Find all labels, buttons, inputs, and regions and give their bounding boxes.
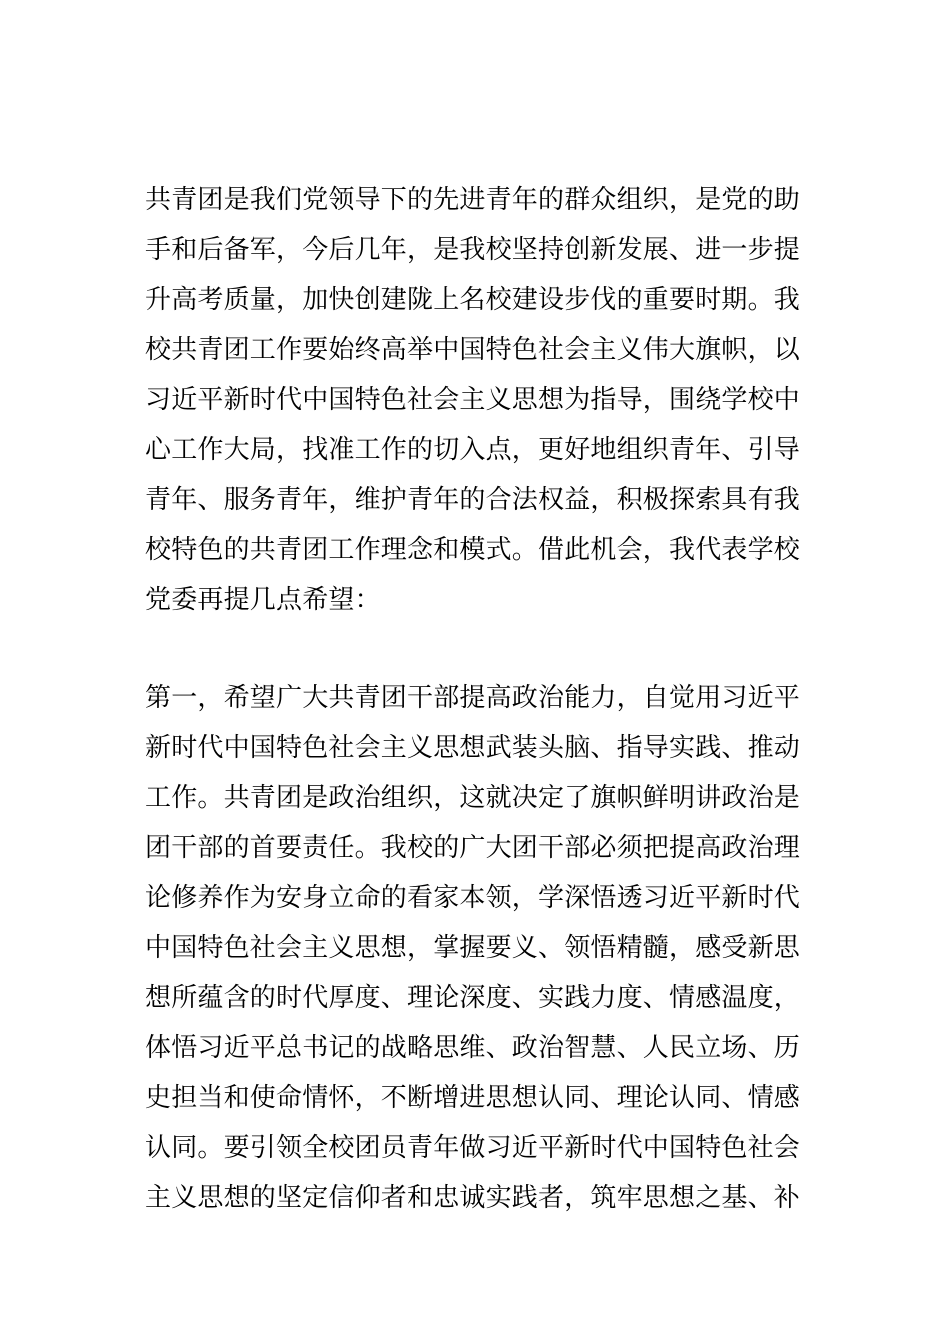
paragraph-line: 校共青团工作要始终高举中国特色社会主义伟大旗帜，以 bbox=[145, 335, 801, 365]
paragraph-line: 心工作大局，找准工作的切入点，更好地组织青年、引导 bbox=[145, 435, 801, 465]
paragraph-line: 工作。共青团是政治组织，这就决定了旗帜鲜明讲政治是 bbox=[145, 783, 801, 813]
paragraph-line: 党委再提几点希望： bbox=[145, 585, 381, 615]
paragraph-line: 体悟习近平总书记的战略思维、政治智慧、人民立场、历 bbox=[145, 1033, 801, 1063]
paragraph-line: 主义思想的坚定信仰者和忠诚实践者，筑牢思想之基、补 bbox=[145, 1183, 801, 1213]
paragraph-1 bbox=[145, 175, 810, 625]
paragraph-line: 论修养作为安身立命的看家本领，学深悟透习近平新时代 bbox=[145, 883, 801, 913]
paragraph-line: 史担当和使命情怀，不断增进思想认同、理论认同、情感 bbox=[145, 1083, 801, 1113]
paragraph-line: 青年、服务青年，维护青年的合法权益，积极探索具有我 bbox=[145, 485, 801, 515]
paragraph-line: 想所蕴含的时代厚度、理论深度、实践力度、情感温度， bbox=[145, 983, 801, 1013]
paragraph-line: 校特色的共青团工作理念和模式。借此机会，我代表学校 bbox=[145, 535, 801, 565]
paragraph-line: 升高考质量，加快创建陇上名校建设步伐的重要时期。我 bbox=[145, 285, 801, 315]
paragraph-line: 认同。要引领全校团员青年做习近平新时代中国特色社会 bbox=[145, 1133, 801, 1163]
paragraph-line: 团干部的首要责任。我校的广大团干部必须把提高政治理 bbox=[145, 833, 801, 863]
paragraph-2 bbox=[145, 673, 810, 1223]
paragraph-line: 共青团是我们党领导下的先进青年的群众组织，是党的助 bbox=[145, 185, 801, 215]
paragraph-line: 第一，希望广大共青团干部提高政治能力，自觉用习近平 bbox=[145, 683, 801, 713]
paragraph-line: 手和后备军，今后几年，是我校坚持创新发展、进一步提 bbox=[145, 235, 801, 265]
paragraph-line: 中国特色社会主义思想，掌握要义、领悟精髓，感受新思 bbox=[145, 933, 801, 963]
paragraph-line: 习近平新时代中国特色社会主义思想为指导，围绕学校中 bbox=[145, 385, 801, 415]
paragraph-line: 新时代中国特色社会主义思想武装头脑、指导实践、推动 bbox=[145, 733, 801, 763]
